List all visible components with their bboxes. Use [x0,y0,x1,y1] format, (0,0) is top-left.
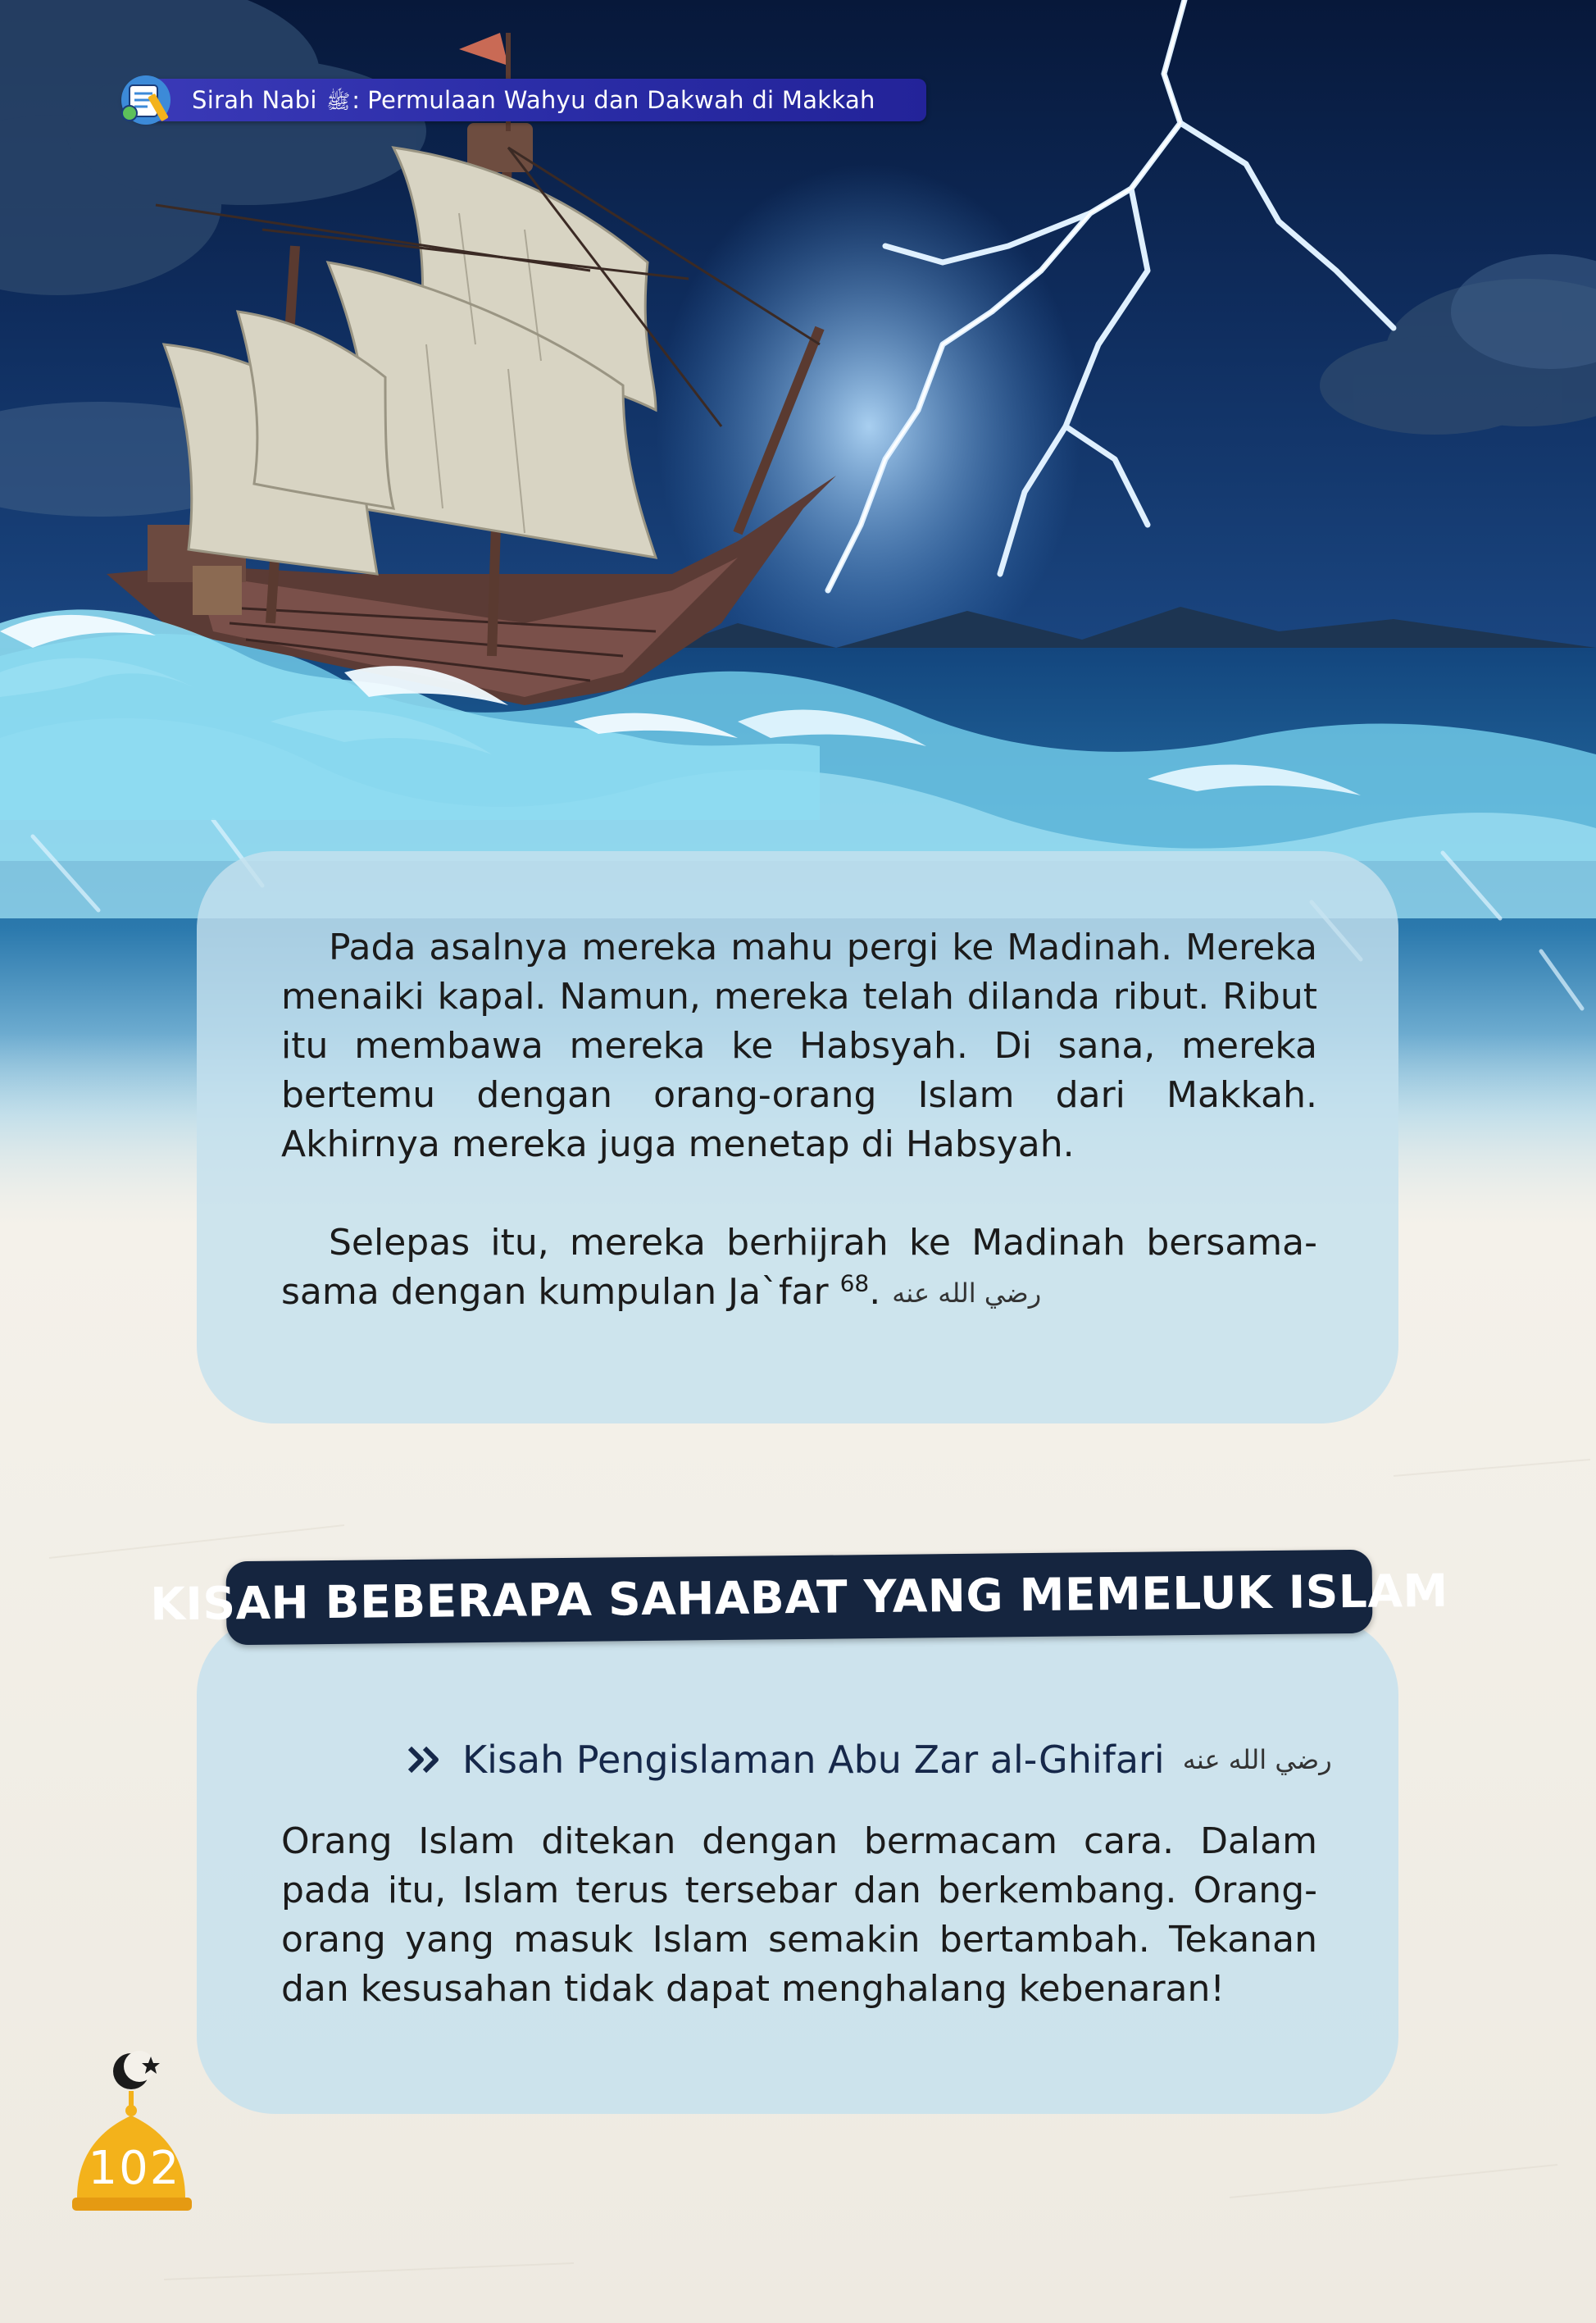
chapter-name: : Permulaan Wahyu dan Dakwah di Makkah [352,86,875,114]
page-number: 102 [88,2142,181,2195]
story-subheading [407,1734,1332,1785]
section-title: KISAH BEBERAPA SAHABAT YANG MEMELUK ISLAM [149,1564,1449,1631]
double-chevron-icon [407,1743,444,1776]
paragraph-hijrah: Selepas itu, mereka berhijrah ke Madinah bersama-sama dengan kumpulan Ja`far رضي الله عنه .$^{68}$ [281,1222,1317,1313]
crescent-dome-icon [72,2045,197,2222]
honorific-symbol: ﷺ [326,90,351,113]
honorific-symbol: رضي الله عنه [1182,1744,1332,1775]
section-banner [149,1550,1449,1646]
subheading-text: Kisah Pengislaman Abu Zar al-Ghifari [462,1738,1165,1782]
chapter-header [123,79,926,121]
paragraph-voyage: Pada asalnya mereka mahu pergi ke Madinah. Mereka menaiki kapal. Namun, mereka telah dilanda ribut. Ribut itu membawa mereka ke Habsyah. Di sana, mereka bertemu dengan orang-orang Islam dari Makkah. Akhirnya mereka juga menetap di Habsyah. [281,927,1317,1165]
chapter-title [192,86,875,118]
honorific-symbol: رضي الله عنه [892,1278,1042,1309]
page-number-badge [72,2045,197,2222]
footnote-marker: 68 [839,1269,870,1297]
paragraph-persecution: Orang Islam ditekan dengan bermacam cara. Dalam pada itu, Islam terus tersebar dan berkembang. Orang-orang yang masuk Islam semakin bertambah. Tekanan dan kesusahan tidak dapat menghalang kebenaran! [281,1820,1317,2010]
book-pencil-icon [118,74,175,126]
series-name: Sirah Nabi [192,86,317,114]
